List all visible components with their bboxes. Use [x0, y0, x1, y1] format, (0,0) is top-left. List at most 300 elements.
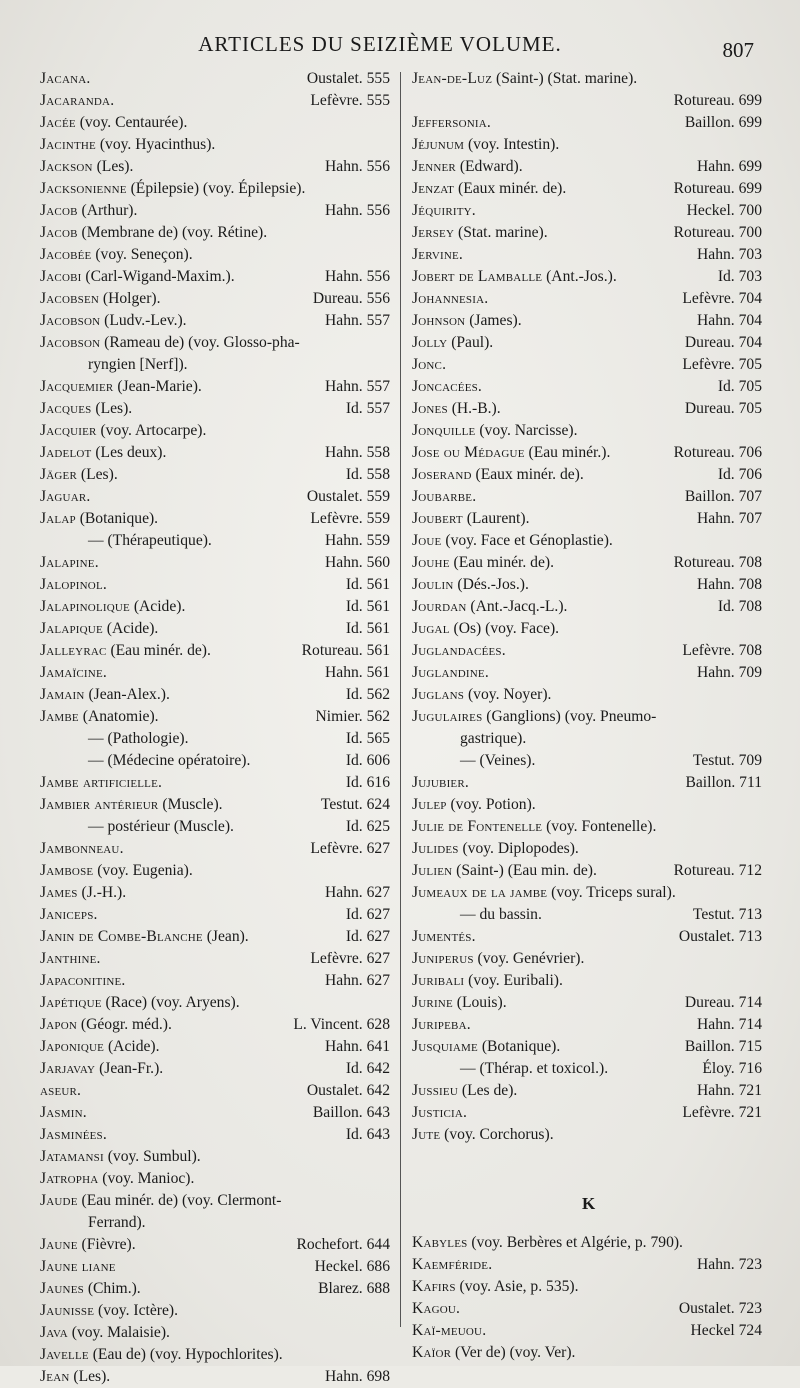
entry-headword: Jumeaux de la jambe — [412, 884, 548, 901]
entry-author-page: Rochefort. 644 — [296, 1236, 390, 1253]
entry-text: (Edward). — [455, 158, 523, 175]
entry-text: (Carl-Wigand-Maxim.). — [81, 268, 235, 285]
entry-author-page: Testut. 624 — [320, 796, 390, 813]
entry-text: (Eaux minér. de). — [454, 180, 567, 197]
entry-author-page: Testut. 713 — [692, 906, 762, 923]
entry-headword: Jones — [412, 400, 448, 417]
entry-text: (voy. Asie, p. 535). — [455, 1278, 579, 1295]
entry-author-page: Id. 627 — [345, 906, 390, 923]
index-entry — [40, 508, 390, 530]
index-entry — [40, 1036, 390, 1058]
entry-author-page: Hahn. 556 — [325, 268, 390, 285]
entry-headword: Jackson — [40, 158, 93, 175]
index-entry — [412, 662, 762, 684]
index-entry — [412, 772, 762, 794]
entry-headword: Jacinthe — [40, 136, 96, 153]
entry-headword: Japon — [40, 1016, 78, 1033]
index-entry — [412, 860, 762, 882]
entry-text: (Acide). — [104, 1038, 160, 1055]
entry-headword: Juglandine. — [412, 664, 489, 681]
entry-headword: Kafirs — [412, 1278, 456, 1295]
index-entry — [412, 156, 762, 178]
entry-headword: Jambonneau. — [40, 840, 124, 857]
entry-author-page: L. Vincent. 628 — [293, 1016, 390, 1033]
entry-author-page: Hahn. 709 — [697, 664, 762, 681]
entry-headword: Julien — [412, 862, 453, 879]
entry-text: (voy. Intestin). — [464, 136, 560, 153]
index-entry — [40, 926, 390, 948]
index-entry — [40, 618, 390, 640]
entry-author-page: Oustalet. 713 — [678, 928, 762, 945]
entry-text: (voy. Fontenelle). — [542, 818, 657, 835]
entry-headword: Kaïor — [412, 1344, 452, 1361]
entry-author-page: Lefèvre. 627 — [310, 950, 390, 967]
entry-text: (Jean-Marie). — [113, 378, 202, 395]
index-entry — [412, 904, 762, 926]
index-entry — [40, 992, 390, 1014]
entry-headword: Jacobson — [40, 334, 101, 351]
entry-text: (Anatomie). — [78, 708, 159, 725]
entry-headword: Kaï-meuou. — [412, 1322, 487, 1339]
entry-headword: Jaunisse — [40, 1302, 95, 1319]
entry-headword: Jouhe — [412, 554, 450, 571]
entry-headword: Jenzat — [412, 180, 455, 197]
entry-text: (Ant.-Jos.). — [542, 268, 617, 285]
entry-headword: Jolly — [412, 334, 448, 351]
index-entry — [40, 530, 390, 552]
entry-author-page: Rotureau. 712 — [673, 862, 762, 879]
entry-text: (Dés.-Jos.). — [453, 576, 529, 593]
entry-author-page: Id. 562 — [345, 686, 390, 703]
index-entry — [40, 1322, 390, 1344]
index-entry — [40, 90, 390, 112]
entry-author-page: Oustalet. 723 — [678, 1300, 762, 1317]
index-entry — [40, 310, 390, 332]
index-entry — [412, 838, 762, 860]
index-entry — [40, 970, 390, 992]
entry-text: (Eau minér. de). — [449, 554, 554, 571]
index-entry — [412, 1058, 762, 1080]
entry-headword: Julides — [412, 840, 459, 857]
index-entry — [40, 1014, 390, 1036]
entry-text: (Eaux minér. de). — [471, 466, 584, 483]
index-entry — [412, 750, 762, 772]
index-entry — [40, 486, 390, 508]
entry-headword: Jacob — [40, 224, 78, 241]
entry-headword: Kagou. — [412, 1300, 461, 1317]
entry-author-page: Rotureau. 706 — [673, 444, 762, 461]
entry-text: (Chim.). — [83, 1280, 141, 1297]
index-entry — [40, 684, 390, 706]
entry-text: (voy. Berbères et Algérie, p. 790). — [467, 1234, 683, 1251]
index-entry — [412, 1014, 762, 1036]
entry-headword: Jambe artificielle. — [40, 774, 163, 791]
entry-headword: Joubert — [412, 510, 463, 527]
entry-headword: Jugal — [412, 620, 450, 637]
index-entry — [40, 728, 390, 750]
index-entry — [412, 926, 762, 948]
entry-author-page: Hahn. 559 — [325, 532, 390, 549]
index-entry — [40, 662, 390, 684]
entry-author-page: Id. 561 — [345, 598, 390, 615]
entry-text: (Eau minér.). — [524, 444, 611, 461]
index-entry — [40, 596, 390, 618]
entry-author-page: Hahn. 627 — [325, 884, 390, 901]
entry-text: (Ganglions) (voy. Pneumo- — [482, 708, 657, 725]
index-entry — [412, 420, 762, 442]
index-entry — [412, 486, 762, 508]
entry-headword: Janthine. — [40, 950, 101, 967]
entry-author-page: Hahn. 556 — [325, 202, 390, 219]
entry-author-page: Dureau. 556 — [312, 290, 390, 307]
entry-text: (Eau de) (voy. Hypochlorites). — [88, 1346, 283, 1363]
entry-author-page: Id. 642 — [345, 1060, 390, 1077]
entry-author-page: Hahn. 558 — [325, 444, 390, 461]
entry-author-page: Dureau. 704 — [684, 334, 762, 351]
entry-text: gastrique). — [460, 730, 527, 747]
entry-text: (Fièvre). — [77, 1236, 136, 1253]
column-divider — [400, 72, 401, 1327]
page-number: 807 — [722, 38, 754, 62]
entry-text: (voy. Centaurée). — [75, 114, 188, 131]
entry-headword: Jalap — [40, 510, 76, 527]
entry-author-page: Hahn. 556 — [325, 158, 390, 175]
entry-headword: Jäger — [40, 466, 78, 483]
index-entry — [40, 1234, 390, 1256]
entry-author-page: Rotureau. 699 — [673, 92, 762, 109]
entry-headword: Jasmin. — [40, 1104, 87, 1121]
entry-author-page: Lefèvre. 721 — [682, 1104, 762, 1121]
j-entries — [412, 68, 762, 1146]
entry-headword: Jarjavay — [40, 1060, 96, 1077]
entry-author-page: Id. 561 — [345, 576, 390, 593]
index-entry — [40, 156, 390, 178]
entry-text: (Laurent). — [462, 510, 530, 527]
entry-headword: Juglans — [412, 686, 465, 703]
index-entry — [412, 530, 762, 552]
entry-author-page: Id. 627 — [345, 928, 390, 945]
index-entry — [412, 728, 762, 750]
entry-text: (Les). — [91, 400, 133, 417]
entry-author-page: Heckel 724 — [690, 1322, 762, 1339]
entry-headword: Jeffersonia. — [412, 114, 491, 131]
entry-headword: Joncacées. — [412, 378, 483, 395]
entry-text: (voy. Noyer). — [464, 686, 552, 703]
index-entry — [40, 442, 390, 464]
index-entry — [40, 838, 390, 860]
index-entry — [412, 992, 762, 1014]
index-entry — [40, 706, 390, 728]
index-entry — [40, 134, 390, 156]
entry-headword: Jacques — [40, 400, 92, 417]
index-entry — [40, 398, 390, 420]
index-entry — [412, 222, 762, 244]
entry-headword: Jambe — [40, 708, 79, 725]
entry-headword: Jadelot — [40, 444, 92, 461]
entry-headword: Jaunes — [40, 1280, 84, 1297]
entry-headword: Jéjunum — [412, 136, 465, 153]
index-entry — [40, 1190, 390, 1212]
entry-text: (Botanique). — [75, 510, 159, 527]
entry-headword: Jean — [40, 1368, 70, 1385]
entry-headword: Jacobsen — [40, 290, 100, 307]
entry-headword: aseur. — [40, 1082, 82, 1099]
entry-headword: Johannesia. — [412, 290, 489, 307]
entry-author-page: Id. 643 — [345, 1126, 390, 1143]
entry-text: (voy. Artocarpe). — [96, 422, 207, 439]
entry-author-page: Lefèvre. 559 — [310, 510, 390, 527]
entry-text: (voy. Ictère). — [94, 1302, 178, 1319]
entry-author-page: Hahn. 704 — [697, 312, 762, 329]
entry-text: — (Médecine opératoire). — [88, 752, 251, 769]
index-entry — [40, 288, 390, 310]
index-entry — [412, 596, 762, 618]
index-entry — [412, 1232, 762, 1254]
index-entry — [40, 1366, 390, 1388]
entry-text: — (Pathologie). — [88, 730, 189, 747]
entry-headword: Jacobi — [40, 268, 82, 285]
entry-text: (voy. Potion). — [446, 796, 536, 813]
left-column — [40, 68, 390, 1388]
entry-text: (voy. Face et Génoplastie). — [441, 532, 613, 549]
entry-text: — (Thérap. et toxicol.). — [460, 1060, 609, 1077]
entry-headword: Jurine — [412, 994, 453, 1011]
entry-headword: Jean-de-Luz — [412, 70, 493, 87]
entry-headword: Javelle — [40, 1346, 89, 1363]
entry-text: — du bassin. — [460, 906, 542, 923]
index-entry — [40, 178, 390, 200]
entry-headword: Japétique — [40, 994, 102, 1011]
entry-author-page: Dureau. 705 — [684, 400, 762, 417]
entry-headword: Jusquiame — [412, 1038, 478, 1055]
entry-text: (voy. Hyacinthus). — [95, 136, 216, 153]
entry-headword: Jalopinol. — [40, 576, 107, 593]
index-entry — [412, 970, 762, 992]
entry-text: (Eau minér. de) (voy. Clermont- — [77, 1192, 282, 1209]
entry-headword: Jasminées. — [40, 1126, 107, 1143]
entry-text: (voy. Triceps sural). — [547, 884, 676, 901]
index-entry — [412, 1276, 762, 1298]
entry-text: — postérieur (Muscle). — [88, 818, 234, 835]
entry-headword: Juniperus — [412, 950, 474, 967]
entry-author-page: Hahn. 708 — [697, 576, 762, 593]
entry-headword: Jacob — [40, 202, 78, 219]
entry-text: (Arthur). — [77, 202, 138, 219]
index-entry — [40, 750, 390, 772]
index-entry — [412, 706, 762, 728]
entry-text: (voy. Manioc). — [98, 1170, 195, 1187]
entry-author-page: Hahn. 557 — [325, 378, 390, 395]
entry-headword: Java — [40, 1324, 68, 1341]
index-entry — [412, 882, 762, 904]
entry-headword: Jalapique — [40, 620, 103, 637]
entry-headword: Jaude — [40, 1192, 78, 1209]
entry-text: (voy. Euribali). — [464, 972, 563, 989]
entry-author-page: Hahn. 723 — [697, 1256, 762, 1273]
entry-text: (voy. Narcisse). — [475, 422, 578, 439]
index-entry — [412, 1254, 762, 1276]
index-entry — [412, 574, 762, 596]
entry-headword: Juripeba. — [412, 1016, 471, 1033]
entry-author-page: Hahn. 699 — [697, 158, 762, 175]
index-entry — [40, 816, 390, 838]
entry-headword: Jose ou Médague — [412, 444, 525, 461]
entry-author-page: Testut. 709 — [692, 752, 762, 769]
entry-headword: Jamain — [40, 686, 85, 703]
index-entry — [40, 860, 390, 882]
index-entry — [40, 1146, 390, 1168]
index-entry — [412, 354, 762, 376]
entry-headword: Jonc. — [412, 356, 447, 373]
entry-author-page: Id. 606 — [345, 752, 390, 769]
entry-author-page: Rotureau. 561 — [301, 642, 390, 659]
index-entry — [412, 1124, 762, 1146]
index-entry — [412, 1342, 762, 1364]
entry-headword: Kabyles — [412, 1234, 468, 1251]
entry-headword: Jalleyrac — [40, 642, 107, 659]
entry-text: (Les). — [92, 158, 134, 175]
index-entry — [412, 310, 762, 332]
entry-headword: Julie de Fontenelle — [412, 818, 543, 835]
entry-author-page: Lefèvre. 708 — [682, 642, 762, 659]
index-entry — [40, 244, 390, 266]
entry-author-page: Baillon. 715 — [684, 1038, 762, 1055]
index-entry — [412, 442, 762, 464]
entry-text: (H.-B.). — [447, 400, 501, 417]
index-entry — [412, 200, 762, 222]
entry-headword: Jujubier. — [412, 774, 469, 791]
index-entry — [40, 1124, 390, 1146]
entry-headword: Kaemféride. — [412, 1256, 493, 1273]
entry-headword: Julep — [412, 796, 447, 813]
index-entry — [40, 1058, 390, 1080]
index-entry — [40, 552, 390, 574]
entry-text: — (Veines). — [460, 752, 536, 769]
entry-headword: Jalapine. — [40, 554, 99, 571]
entry-headword: Jacana. — [40, 70, 91, 87]
entry-author-page: Baillon. 707 — [684, 488, 762, 505]
entry-author-page: Id. 616 — [345, 774, 390, 791]
entry-text: (voy. Eugenia). — [93, 862, 193, 879]
index-entry — [412, 398, 762, 420]
index-entry — [40, 1168, 390, 1190]
index-entry — [412, 90, 762, 112]
index-entry — [412, 464, 762, 486]
index-entry — [412, 68, 762, 90]
entry-text: (voy. Sumbul). — [103, 1148, 201, 1165]
entry-headword: Juribali — [412, 972, 465, 989]
entry-author-page: Baillon. 699 — [684, 114, 762, 131]
index-entry — [40, 1256, 390, 1278]
entry-headword: Jonquille — [412, 422, 476, 439]
index-entry — [412, 684, 762, 706]
entry-headword: Jacquier — [40, 422, 97, 439]
entry-author-page: Hahn. 721 — [697, 1082, 762, 1099]
entry-text: (voy. Corchorus). — [440, 1126, 554, 1143]
entry-headword: Jatropha — [40, 1170, 99, 1187]
entry-text: (Géogr. méd.). — [77, 1016, 172, 1033]
index-entry — [412, 266, 762, 288]
index-entry — [412, 618, 762, 640]
page-title: ARTICLES DU SEIZIÈME VOLUME. — [198, 32, 562, 56]
entry-text: (Saint-) (Stat. marine). — [492, 70, 638, 87]
index-entry — [40, 1212, 390, 1234]
entry-text: (Os) (voy. Face). — [449, 620, 560, 637]
entry-text: (Jean-Fr.). — [95, 1060, 164, 1077]
entry-text: ryngien [Nerf]). — [88, 356, 188, 373]
entry-author-page: Hahn. 707 — [697, 510, 762, 527]
entry-author-page: Id. 561 — [345, 620, 390, 637]
entry-author-page: Id. 565 — [345, 730, 390, 747]
index-entry — [412, 948, 762, 970]
entry-text: (Acide). — [129, 598, 186, 615]
entry-author-page: Lefèvre. 627 — [310, 840, 390, 857]
entry-headword: Jobert de Lamballe — [412, 268, 543, 285]
entry-headword: Jéquirity. — [412, 202, 476, 219]
entry-headword: Janiceps. — [40, 906, 98, 923]
entry-headword: Justicia. — [412, 1104, 468, 1121]
index-entry — [412, 332, 762, 354]
entry-headword: Jaune liane — [40, 1258, 116, 1275]
index-entry — [412, 1298, 762, 1320]
index-entry — [40, 1344, 390, 1366]
entry-author-page: Éloy. 716 — [702, 1060, 762, 1077]
entry-author-page: Lefèvre. 705 — [682, 356, 762, 373]
index-entry — [40, 112, 390, 134]
index-entry — [40, 200, 390, 222]
entry-headword: Joue — [412, 532, 442, 549]
index-entry — [40, 882, 390, 904]
index-entry — [40, 464, 390, 486]
entry-headword: Japaconitine. — [40, 972, 126, 989]
index-entry — [40, 640, 390, 662]
index-entry — [40, 1278, 390, 1300]
entry-text: (Ludv.-Lev.). — [100, 312, 187, 329]
index-entry — [40, 574, 390, 596]
entry-text: (voy. Genévrier). — [473, 950, 585, 967]
entry-text: (Eau minér. de). — [106, 642, 211, 659]
right-column — [412, 68, 762, 1364]
entry-text: (Holger). — [99, 290, 161, 307]
index-entry — [40, 1102, 390, 1124]
entry-text: (James). — [465, 312, 522, 329]
entry-headword: Janin de Combe-Blanche — [40, 928, 203, 945]
entry-headword: Jacaranda. — [40, 92, 115, 109]
index-entry — [412, 552, 762, 574]
entry-author-page: Hahn. 714 — [697, 1016, 762, 1033]
entry-author-page: Hahn. 641 — [325, 1038, 390, 1055]
index-entry — [412, 508, 762, 530]
k-entries — [412, 1232, 762, 1364]
entry-author-page: Oustalet. 642 — [306, 1082, 390, 1099]
entry-text: (Botanique). — [477, 1038, 561, 1055]
index-entry — [40, 772, 390, 794]
entry-author-page: Oustalet. 555 — [306, 70, 390, 87]
entry-headword: Jambier antérieur — [40, 796, 159, 813]
entry-author-page: Id. 557 — [345, 400, 390, 417]
entry-author-page: Rotureau. 700 — [673, 224, 762, 241]
entry-headword: Jamaïcine. — [40, 664, 107, 681]
entry-text: (voy. Seneçon). — [91, 246, 193, 263]
index-entry — [40, 376, 390, 398]
index-entry — [40, 420, 390, 442]
entry-headword: Jussieu — [412, 1082, 458, 1099]
entry-text: (voy. Malaisie). — [67, 1324, 170, 1341]
index-entry — [40, 1300, 390, 1322]
entry-headword: James — [40, 884, 78, 901]
index-entry — [412, 244, 762, 266]
entry-headword: Jacquemier — [40, 378, 114, 395]
